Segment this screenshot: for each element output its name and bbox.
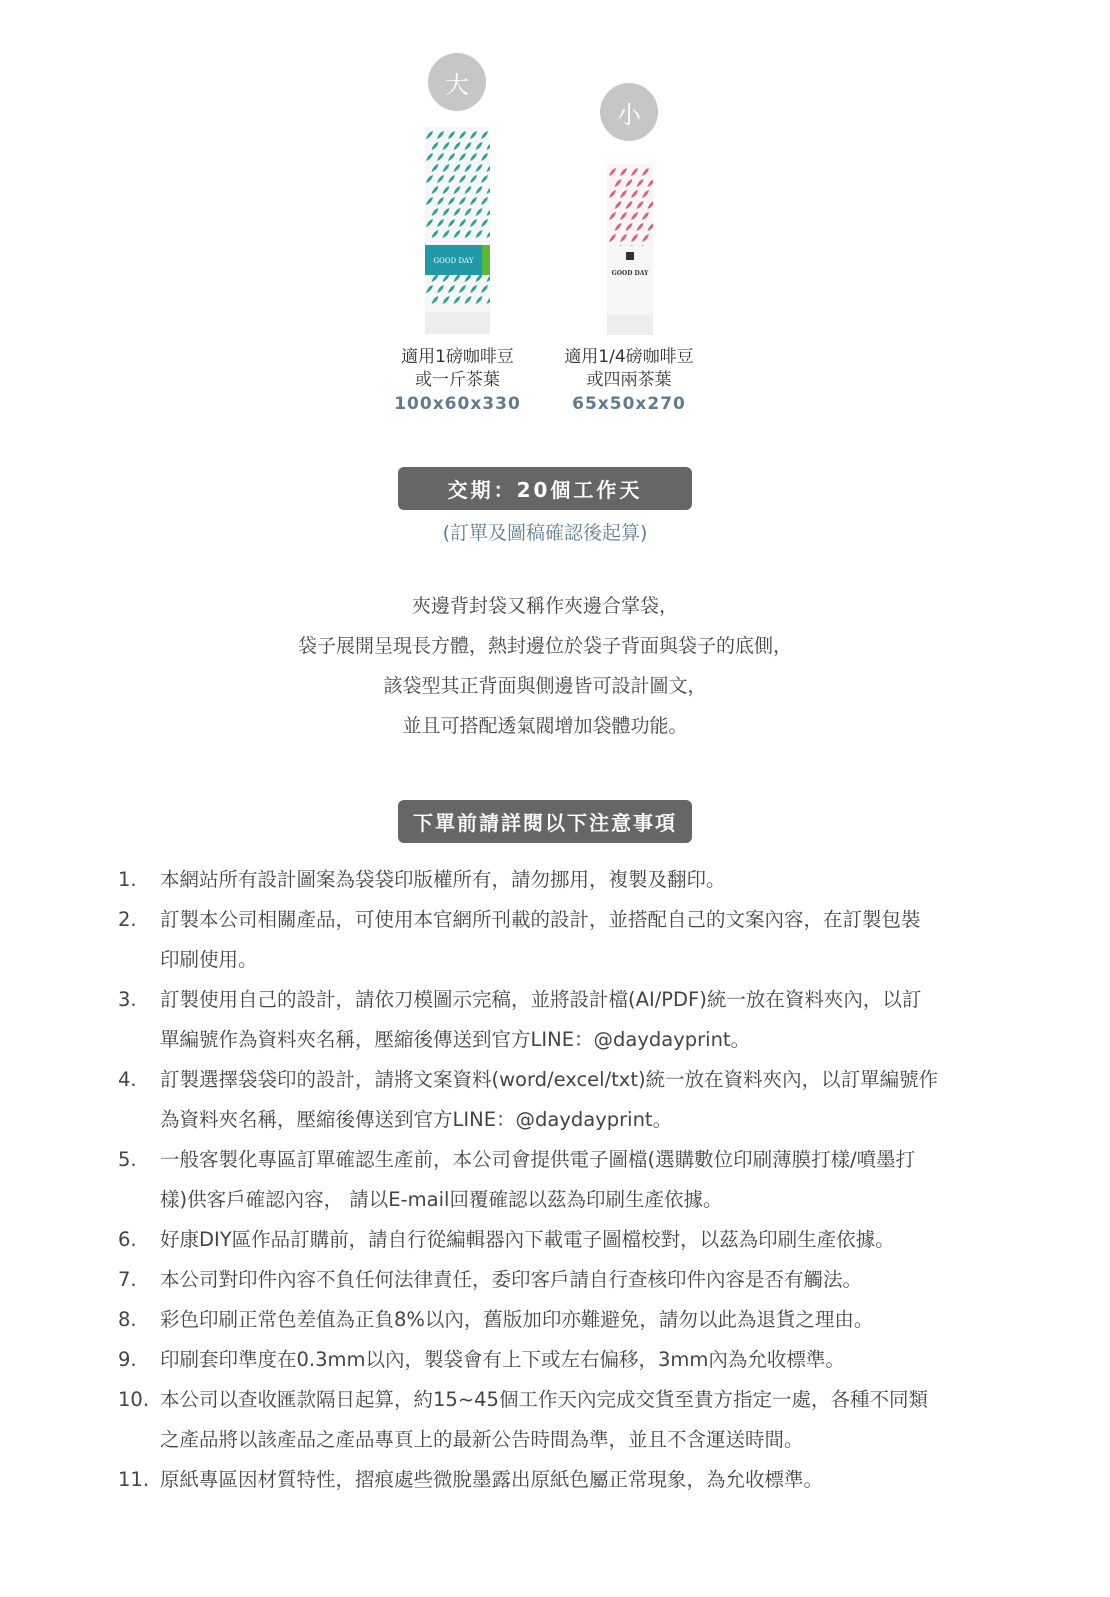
leaf-icon [432,208,439,216]
notice-item [118,1380,998,1460]
leaf-icon [637,223,644,231]
leaf-icon [437,197,444,205]
leaf-icon [481,219,488,227]
leaf-icon [481,175,488,183]
leaf-icon [454,208,461,216]
leaf-icon [642,234,649,242]
delivery-badge: 交期：20個工作天 [398,467,692,510]
leaf-icon [448,153,455,161]
leaf-icon [609,234,616,242]
notice-text-line: 印刷套印準度在0.3mm以內，製袋會有上下或左右偏移，3mm內為允收標準。 [160,1348,845,1371]
leaf-icon [459,197,466,205]
leaf-icon [448,197,455,205]
small-desc-line2: 或四兩茶葉 [586,370,672,390]
leaf-icon [432,186,439,194]
product-intro [180,586,910,746]
leaf-icon [426,175,433,183]
leaf-icon [426,153,433,161]
leaf-icon [481,153,488,161]
notice-number: 9. [118,1348,137,1371]
leaf-icon [465,186,472,194]
notice-item [118,860,998,900]
notice-text [160,1340,998,1380]
leaf-icon [432,164,439,172]
notice-text [160,1260,998,1300]
leaf-icon [437,285,444,293]
leaf-icon [443,274,450,282]
notice-item [118,900,998,980]
notice-text [160,1300,998,1340]
leaf-icon [476,230,483,238]
leaf-icon [426,219,433,227]
notice-text [160,1060,998,1140]
leaf-icon [443,164,450,172]
leaf-icon [648,223,654,231]
leaf-icon [437,175,444,183]
leaf-icon [620,168,627,176]
leaf-icon [626,201,633,209]
delivery-note: (訂單及圖稿確認後起算) [442,522,648,544]
leaf-icon [481,285,488,293]
leaf-icon [426,285,433,293]
leaf-icon [437,131,444,139]
notice-text [160,1140,998,1220]
leaf-icon [476,274,483,282]
intro-line: 夾邊背封袋又稱作夾邊合掌袋， [411,595,678,617]
intro-line: 袋子展開呈現長方體，熱封邊位於袋子背面與袋子的底側， [297,635,792,657]
notice-text [160,860,998,900]
notice-item [118,1340,998,1380]
leaf-icon [437,153,444,161]
leaf-icon [476,164,483,172]
leaf-icon [487,274,491,282]
leaf-icon [631,168,638,176]
notice-text-line: 訂製本公司相關產品，可使用本官網所刊載的設計，並搭配自己的文案內容，在訂製包裝 [160,908,921,931]
leaf-icon [642,190,649,198]
large-bag-accent [482,245,490,275]
leaf-icon [470,175,477,183]
small-bag-seal [607,315,653,335]
leaf-icon [609,212,616,220]
large-bag-brand: GOOD DAY [433,257,474,265]
notice-item [118,1300,998,1340]
leaf-icon [454,142,461,150]
notice-text-line: 訂製選擇袋袋印的設計，請將文案資料(word/excel/txt)統一放在資料夾內，以訂單編號作 [160,1068,939,1091]
size-badge-large: 大 [428,53,486,111]
leaf-icon [470,153,477,161]
notice-text [160,980,998,1060]
small-bag-logo-icon [626,252,634,260]
notice-number: 4. [118,1068,137,1091]
leaf-icon [448,285,455,293]
notice-item [118,1460,998,1500]
notice-title: 下單前請詳閱以下注意事項 [398,800,692,843]
notice-text-line: 本網站所有設計圖案為袋袋印版權所有，請勿挪用，複製及翻印。 [160,868,726,891]
notice-number: 11. [118,1468,150,1491]
leaf-icon [487,142,491,150]
leaf-icon [487,164,491,172]
notice-number: 6. [118,1228,137,1251]
leaf-icon [443,296,450,304]
leaf-icon [642,212,649,220]
leaf-icon [459,131,466,139]
notice-list [118,860,998,1500]
notice-text-line: 之產品將以該產品之產品專頁上的最新公告時間為準，並且不含運送時間。 [160,1428,804,1451]
leaf-icon [448,219,455,227]
large-dimensions: 100x60x330 [394,394,521,414]
leaf-icon [443,208,450,216]
leaf-pattern-large [425,127,490,334]
leaf-icon [615,179,622,187]
leaf-icon [470,285,477,293]
leaf-icon [470,197,477,205]
intro-line: 該袋型其正背面與側邊皆可設計圖文， [383,675,707,697]
notice-number: 1. [118,868,137,891]
small-dimensions: 65x50x270 [572,394,686,414]
leaf-icon [648,201,654,209]
leaf-icon [615,201,622,209]
notice-item [118,1060,998,1140]
notice-text-line: 本公司對印件內容不負任何法律責任，委印客戶請自行查核印件內容是否有觸法。 [160,1268,863,1291]
leaf-icon [448,175,455,183]
leaf-icon [432,296,439,304]
notice-item [118,1220,998,1260]
notice-item [118,1140,998,1220]
leaf-icon [470,219,477,227]
large-desc-line1: 適用1磅咖啡豆 [401,347,514,367]
notice-number: 5. [118,1148,137,1171]
leaf-icon [476,186,483,194]
leaf-icon [443,142,450,150]
notice-text-line: 彩色印刷正常色差值為正負8%以內，舊版加印亦難避免，請勿以此為退貨之理由。 [160,1308,874,1331]
notice-number: 10. [118,1388,150,1411]
leaf-icon [426,131,433,139]
small-bag-label-area [607,246,653,296]
leaf-icon [620,190,627,198]
leaf-icon [437,219,444,227]
large-desc-line2: 或一斤茶葉 [415,370,500,390]
leaf-icon [443,230,450,238]
notice-text-line: 好康DIY區作品訂購前，請自行從編輯器內下載電子圖檔校對，以茲為印刷生產依據。 [160,1228,895,1251]
leaf-icon [454,274,461,282]
notice-text-line: 印刷使用。 [160,948,258,971]
leaf-icon [454,186,461,194]
leaf-icon [487,296,491,304]
leaf-icon [615,223,622,231]
leaf-icon [609,168,616,176]
notice-number: 3. [118,988,137,1011]
leaf-icon [454,230,461,238]
small-desc-line1: 適用1/4磅咖啡豆 [564,347,694,367]
small-bag-brand: GOOD DAY [611,270,649,277]
leaf-icon [432,274,439,282]
leaf-icon [626,179,633,187]
large-bag-image [425,127,490,334]
leaf-icon [476,208,483,216]
leaf-icon [637,201,644,209]
leaf-icon [637,179,644,187]
leaf-icon [465,164,472,172]
notice-text-line: 原紙專區因材質特性，摺痕處些微脫墨露出原紙色屬正常現象，為允收標準。 [160,1468,824,1491]
notice-item [118,980,998,1060]
leaf-icon [487,208,491,216]
leaf-icon [481,131,488,139]
leaf-icon [454,296,461,304]
notice-text-line: 為資料夾名稱，壓縮後傳送到官方LINE：@daydayprint。 [160,1108,673,1131]
leaf-icon [465,208,472,216]
notice-text [160,1460,998,1500]
notice-text [160,1220,998,1260]
leaf-icon [648,179,654,187]
leaf-icon [426,197,433,205]
small-bag-image [607,164,653,335]
leaf-icon [432,230,439,238]
leaf-icon [476,142,483,150]
notice-text-line: 樣)供客戶確認內容， 請以E-mail回覆確認以茲為印刷生產依據。 [160,1188,723,1211]
notice-item [118,1260,998,1300]
leaf-icon [454,164,461,172]
leaf-icon [465,142,472,150]
leaf-icon [487,186,491,194]
leaf-icon [626,223,633,231]
notice-text [160,900,998,980]
leaf-icon [620,234,627,242]
notice-text-line: 本公司以查收匯款隔日起算，約15~45個工作天內完成交貨至貴方指定一處，各種不同類 [160,1388,928,1411]
small-product-info [548,346,710,414]
leaf-icon [631,234,638,242]
leaf-icon [487,230,491,238]
size-badge-small: 小 [600,83,658,141]
leaf-icon [465,230,472,238]
notice-text-line: 一般客製化專區訂單確認生產前，本公司會提供電子圖檔(選購數位印刷薄膜打樣/噴墨打 [160,1148,916,1171]
leaf-icon [631,212,638,220]
leaf-icon [459,175,466,183]
notice-number: 2. [118,908,137,931]
leaf-icon [459,285,466,293]
leaf-icon [465,296,472,304]
notice-number: 7. [118,1268,137,1291]
leaf-icon [432,142,439,150]
notice-text-line: 單編號作為資料夾名稱，壓縮後傳送到官方LINE：@daydayprint。 [160,1028,751,1051]
leaf-icon [443,186,450,194]
intro-line: 並且可搭配透氣閥增加袋體功能。 [402,715,688,737]
notice-number: 8. [118,1308,137,1331]
leaf-icon [448,131,455,139]
notice-text [160,1380,998,1460]
leaf-icon [620,212,627,220]
leaf-icon [642,168,649,176]
leaf-icon [609,190,616,198]
leaf-icon [459,153,466,161]
notice-text-line: 訂製使用自己的設計，請依刀模圖示完稿，並將設計檔(AI/PDF)統一放在資料夾內，以訂 [160,988,922,1011]
leaf-icon [631,190,638,198]
leaf-icon [476,296,483,304]
leaf-icon [465,274,472,282]
leaf-icon [470,131,477,139]
large-bag-label-band [425,245,482,275]
leaf-icon [459,219,466,227]
large-product-info [370,346,545,414]
large-bag-seal [425,312,490,334]
leaf-icon [481,197,488,205]
